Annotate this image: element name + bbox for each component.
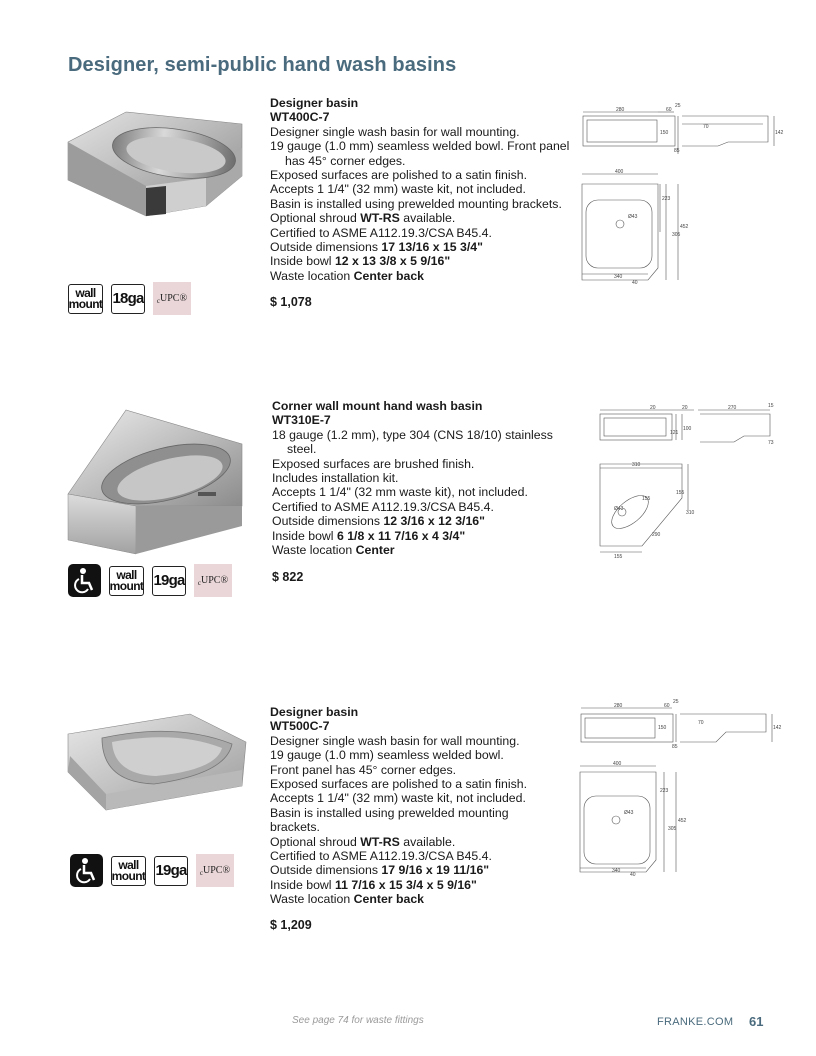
spec-line: 19 gauge (1.0 mm) seamless welded bowl. bbox=[270, 748, 504, 763]
upc-certification-icon: c UPC® bbox=[196, 854, 234, 887]
site-url[interactable]: FRANKE.COM bbox=[657, 1016, 734, 1028]
svg-text:280: 280 bbox=[616, 107, 625, 113]
svg-text:85: 85 bbox=[674, 148, 680, 154]
svg-text:60: 60 bbox=[664, 703, 670, 709]
accessible-icon bbox=[70, 854, 103, 887]
spec-line: Basin is installed using prewelded mounting bbox=[270, 805, 509, 820]
svg-text:70: 70 bbox=[698, 720, 704, 726]
spec-line: Optional shroud WT-RS available. bbox=[270, 211, 456, 226]
svg-text:150: 150 bbox=[660, 130, 669, 136]
wall-mount-icon: wall mount bbox=[111, 856, 146, 886]
gauge-icon: 18ga bbox=[111, 284, 145, 314]
product-model: WT400C-7 bbox=[270, 110, 330, 125]
product-name: Designer basin bbox=[270, 705, 359, 719]
waste-fittings-note: See page 74 for waste fittings bbox=[292, 1015, 424, 1026]
product-photo-wt310e bbox=[66, 408, 246, 556]
spec-line: Inside bowl 6 1/8 x 11 7/16 x 4 3/4" bbox=[272, 528, 466, 543]
spec-line: Certified to ASME A112.19.3/CSA B45.4. bbox=[270, 225, 492, 240]
spec-line: Includes installation kit. bbox=[272, 471, 399, 486]
upc-certification-icon: c UPC® bbox=[194, 564, 232, 597]
product-photo-wt400c bbox=[66, 108, 244, 220]
svg-text:155: 155 bbox=[676, 490, 685, 496]
svg-text:25: 25 bbox=[673, 699, 679, 705]
certification-badges bbox=[68, 282, 191, 315]
product-info-wt400c bbox=[270, 96, 569, 283]
svg-text:100: 100 bbox=[683, 426, 692, 432]
price: $ 822 bbox=[272, 570, 304, 584]
spec-line: Designer single wash basin for wall mounting. bbox=[270, 124, 520, 139]
spec-line: Optional shroud WT-RS available. bbox=[270, 834, 456, 849]
accessible-icon bbox=[68, 564, 101, 597]
technical-drawing-wt500c bbox=[576, 696, 786, 878]
svg-text:310: 310 bbox=[686, 510, 695, 516]
certification-badges bbox=[70, 854, 234, 887]
svg-text:121: 121 bbox=[670, 430, 679, 436]
svg-text:400: 400 bbox=[613, 761, 622, 767]
svg-text:20: 20 bbox=[650, 405, 656, 411]
technical-drawing-wt310e bbox=[594, 400, 784, 566]
spec-line: 18 gauge (1.2 mm), type 304 (CNS 18/10) stainless bbox=[272, 427, 553, 442]
svg-text:60: 60 bbox=[666, 107, 672, 113]
price: $ 1,078 bbox=[270, 295, 312, 309]
svg-text:223: 223 bbox=[662, 196, 671, 202]
spec-line: Outside dimensions 17 13/16 x 15 3/4" bbox=[270, 240, 483, 255]
svg-text:305: 305 bbox=[668, 826, 677, 832]
svg-text:142: 142 bbox=[773, 725, 782, 731]
spec-line: Accepts 1 1/4" (32 mm) waste kit, not included. bbox=[270, 791, 526, 806]
spec-line: Outside dimensions 12 3/16 x 12 3/16" bbox=[272, 514, 485, 529]
svg-text:40: 40 bbox=[632, 280, 638, 286]
spec-line: Waste location Center back bbox=[270, 268, 425, 283]
spec-line: Waste location Center bbox=[272, 543, 395, 558]
svg-text:270: 270 bbox=[728, 405, 737, 411]
svg-text:70: 70 bbox=[703, 124, 709, 130]
product-model: WT500C-7 bbox=[270, 719, 330, 734]
product-name: Corner wall mount hand wash basin bbox=[272, 399, 483, 413]
spec-line: has 45° corner edges. bbox=[285, 153, 406, 168]
gauge-icon: 19ga bbox=[154, 856, 188, 886]
svg-text:85: 85 bbox=[672, 744, 678, 750]
wall-mount-icon: wall mount bbox=[109, 566, 144, 596]
svg-text:20: 20 bbox=[682, 405, 688, 411]
spec-line: Front panel has 45° corner edges. bbox=[270, 762, 457, 777]
page-number: 61 bbox=[749, 1014, 764, 1029]
svg-text:150: 150 bbox=[658, 725, 667, 731]
spec-line: Certified to ASME A112.19.3/CSA B45.4. bbox=[272, 499, 494, 514]
wall-mount-icon: wall mount bbox=[68, 284, 103, 314]
svg-text:290: 290 bbox=[652, 532, 661, 538]
gauge-icon: 19ga bbox=[152, 566, 186, 596]
product-info-wt500c bbox=[270, 705, 527, 907]
spec-line: steel. bbox=[287, 442, 317, 457]
upc-certification-icon: c UPC® bbox=[153, 282, 191, 315]
product-name: Designer basin bbox=[270, 96, 359, 110]
svg-text:Ø43: Ø43 bbox=[624, 810, 634, 816]
product-photo-wt500c bbox=[66, 712, 248, 812]
spec-line: Accepts 1 1/4" (32 mm waste kit), not included. bbox=[272, 485, 528, 500]
svg-text:15: 15 bbox=[768, 403, 774, 409]
spec-line: Inside bowl 12 x 13 3/8 x 5 9/16" bbox=[270, 254, 451, 269]
svg-text:73: 73 bbox=[768, 440, 774, 446]
spec-line: Accepts 1 1/4" (32 mm) waste kit, not included. bbox=[270, 182, 526, 197]
svg-text:155: 155 bbox=[642, 496, 651, 502]
svg-text:305: 305 bbox=[672, 232, 681, 238]
svg-text:400: 400 bbox=[615, 169, 624, 175]
svg-text:452: 452 bbox=[680, 224, 689, 230]
svg-text:Ø43: Ø43 bbox=[614, 506, 624, 512]
svg-text:310: 310 bbox=[632, 462, 641, 468]
spec-line: Designer single wash basin for wall mounting. bbox=[270, 733, 520, 748]
svg-text:25: 25 bbox=[675, 103, 681, 109]
svg-text:280: 280 bbox=[614, 703, 623, 709]
spec-line: Outside dimensions 17 9/16 x 19 11/16" bbox=[270, 863, 490, 878]
svg-text:340: 340 bbox=[612, 868, 621, 874]
spec-line: 19 gauge (1.0 mm) seamless welded bowl. Front panel bbox=[270, 139, 570, 154]
svg-text:155: 155 bbox=[614, 554, 623, 560]
product-model: WT310E-7 bbox=[272, 413, 331, 428]
svg-text:40: 40 bbox=[630, 872, 636, 878]
price: $ 1,209 bbox=[270, 918, 312, 932]
spec-line: Exposed surfaces are brushed finish. bbox=[272, 456, 475, 471]
certification-badges bbox=[68, 564, 232, 597]
spec-line: Exposed surfaces are polished to a satin finish. bbox=[270, 777, 528, 792]
spec-line: Basin is installed using prewelded mounting brackets. bbox=[270, 196, 562, 211]
svg-text:223: 223 bbox=[660, 788, 669, 794]
spec-line: Inside bowl 11 7/16 x 15 3/4 x 5 9/16" bbox=[270, 877, 477, 892]
svg-text:142: 142 bbox=[775, 130, 784, 136]
svg-text:452: 452 bbox=[678, 818, 687, 824]
technical-drawing-wt400c bbox=[578, 102, 788, 292]
product-info-wt310e bbox=[272, 399, 553, 557]
spec-line: Waste location Center back bbox=[270, 892, 425, 907]
page-title: Designer, semi-public hand wash basins bbox=[68, 54, 457, 76]
svg-text:340: 340 bbox=[614, 274, 623, 280]
spec-line: brackets. bbox=[270, 820, 320, 835]
spec-line: Certified to ASME A112.19.3/CSA B45.4. bbox=[270, 849, 492, 864]
svg-text:Ø43: Ø43 bbox=[628, 214, 638, 220]
spec-line: Exposed surfaces are polished to a satin finish. bbox=[270, 168, 528, 183]
